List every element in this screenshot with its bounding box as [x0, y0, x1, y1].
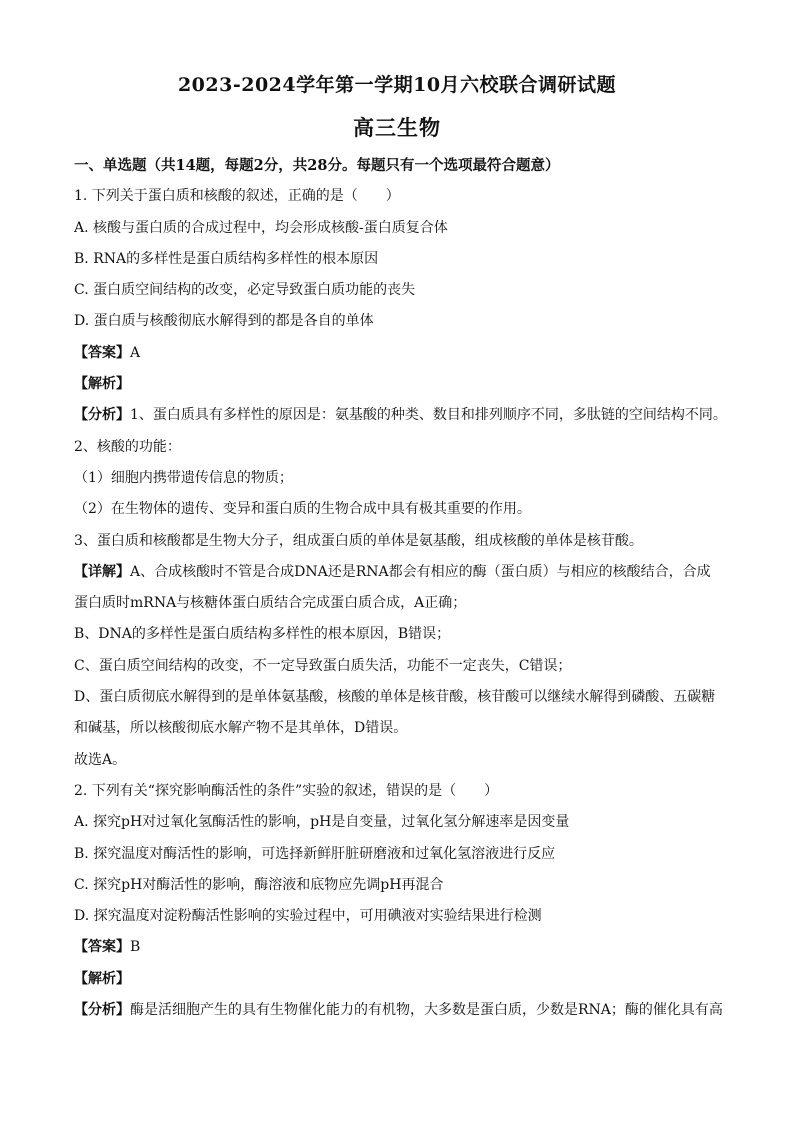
- answer-tag: 【答案】: [74, 939, 130, 956]
- q1-option-a: A. 核酸与蛋白质的合成过程中，均会形成核酸-蛋白质复合体: [74, 219, 448, 236]
- q1-xiangjie-4: C、蛋白质空间结构的改变，不一定导致蛋白质失活，功能不一定丧失，C错误；: [74, 657, 572, 674]
- q2-stem: 2. 下列有关“探究影响酶活性的条件”实验的叙述，错误的是（ ）: [74, 782, 499, 799]
- q2-option-d: D. 探究温度对淀粉酶活性影响的实验过程中，可用碘液对实验结果进行检测: [74, 908, 542, 925]
- fenxi-tag: 【分析】: [74, 1002, 130, 1019]
- q2-option-b: B. 探究温度对酶活性的影响，可选择新鲜肝脏研磨液和过氧化氢溶液进行反应: [74, 845, 556, 862]
- q1-xiangjie-5: D、蛋白质彻底水解得到的是单体氨基酸，核酸的单体是核苷酸，核苷酸可以继续水解得到磷酸、五碳糖: [74, 689, 716, 706]
- fenxi-text: 1、蛋白质具有多样性的原因是：氨基酸的种类、数目和排列顺序不同，多肽链的空间结构不同。: [130, 407, 727, 424]
- q2-analysis: [74, 964, 734, 995]
- q1-option-d: D. 蛋白质与核酸彻底水解得到的都是各自的单体: [74, 313, 374, 330]
- q2-option-a: A. 探究pH对过氧化氢酶活性的影响，pH是自变量，过氧化氢分解速率是因变量: [74, 814, 570, 831]
- q1-xiangjie-2: 蛋白质时mRNA与核糖体蛋白质结合完成蛋白质合成，A正确；: [74, 595, 467, 612]
- q1-fenxi-1: [74, 400, 734, 431]
- q1-conclusion: 故选A。: [74, 751, 127, 768]
- content-body: [74, 150, 734, 1026]
- q1-xiangjie-3: B、DNA的多样性是蛋白质结构多样性的根本原因，B错误；: [74, 626, 451, 643]
- analysis-tag: 【解析】: [74, 376, 130, 393]
- q1-xiangjie-6: 和碱基，所以核酸彻底水解产物不是其单体，D错误。: [74, 720, 408, 737]
- q1-xiangjie-1: [74, 557, 734, 588]
- q2-option-c: C. 探究pH对酶活性的影响，酶溶液和底物应先调pH再混合: [74, 876, 444, 893]
- q1-fenxi-5: 3、蛋白质和核酸都是生物大分子，组成蛋白质的单体是氨基酸，组成核酸的单体是核苷酸。: [74, 532, 643, 549]
- q1-stem: 1. 下列关于蛋白质和核酸的叙述，正确的是（ ）: [74, 188, 400, 205]
- q1-fenxi-2: 2、核酸的功能：: [74, 438, 181, 455]
- answer-value: B: [130, 939, 141, 956]
- q1-fenxi-4: （2）在生物体的遗传、变异和蛋白质的生物合成中具有极其重要的作用。: [74, 501, 531, 518]
- q1-answer: [74, 338, 734, 369]
- xiangjie-tag: 【详解】: [74, 563, 130, 580]
- page-title: 2023-2024学年第一学期10月六校联合调研试题: [177, 74, 617, 96]
- fenxi-text: 酶是活细胞产生的具有生物催化能力的有机物，大多数是蛋白质，少数是RNA；酶的催化具有高: [130, 1002, 723, 1019]
- q1-fenxi-3: （1）细胞内携带遗传信息的物质；: [74, 469, 293, 486]
- fenxi-tag: 【分析】: [74, 407, 130, 424]
- xiangjie-text: A、合成核酸时不管是合成DNA还是RNA都会有相应的酶（蛋白质）与相应的核酸结合，合成: [130, 563, 711, 580]
- answer-value: A: [130, 344, 141, 361]
- q1-option-b: B. RNA的多样性是蛋白质结构多样性的根本原因: [74, 250, 379, 267]
- page-subtitle: 高三生物: [353, 115, 441, 140]
- q1-analysis: [74, 369, 734, 400]
- section-heading: 一、单选题（共14题，每题2分，共28分。每题只有一个选项最符合题意）: [74, 157, 560, 174]
- analysis-tag: 【解析】: [74, 970, 130, 987]
- q2-fenxi-1: [74, 995, 734, 1026]
- q1-option-c: C. 蛋白质空间结构的改变，必定导致蛋白质功能的丧失: [74, 282, 416, 299]
- answer-tag: 【答案】: [74, 344, 130, 361]
- q2-answer: [74, 932, 734, 963]
